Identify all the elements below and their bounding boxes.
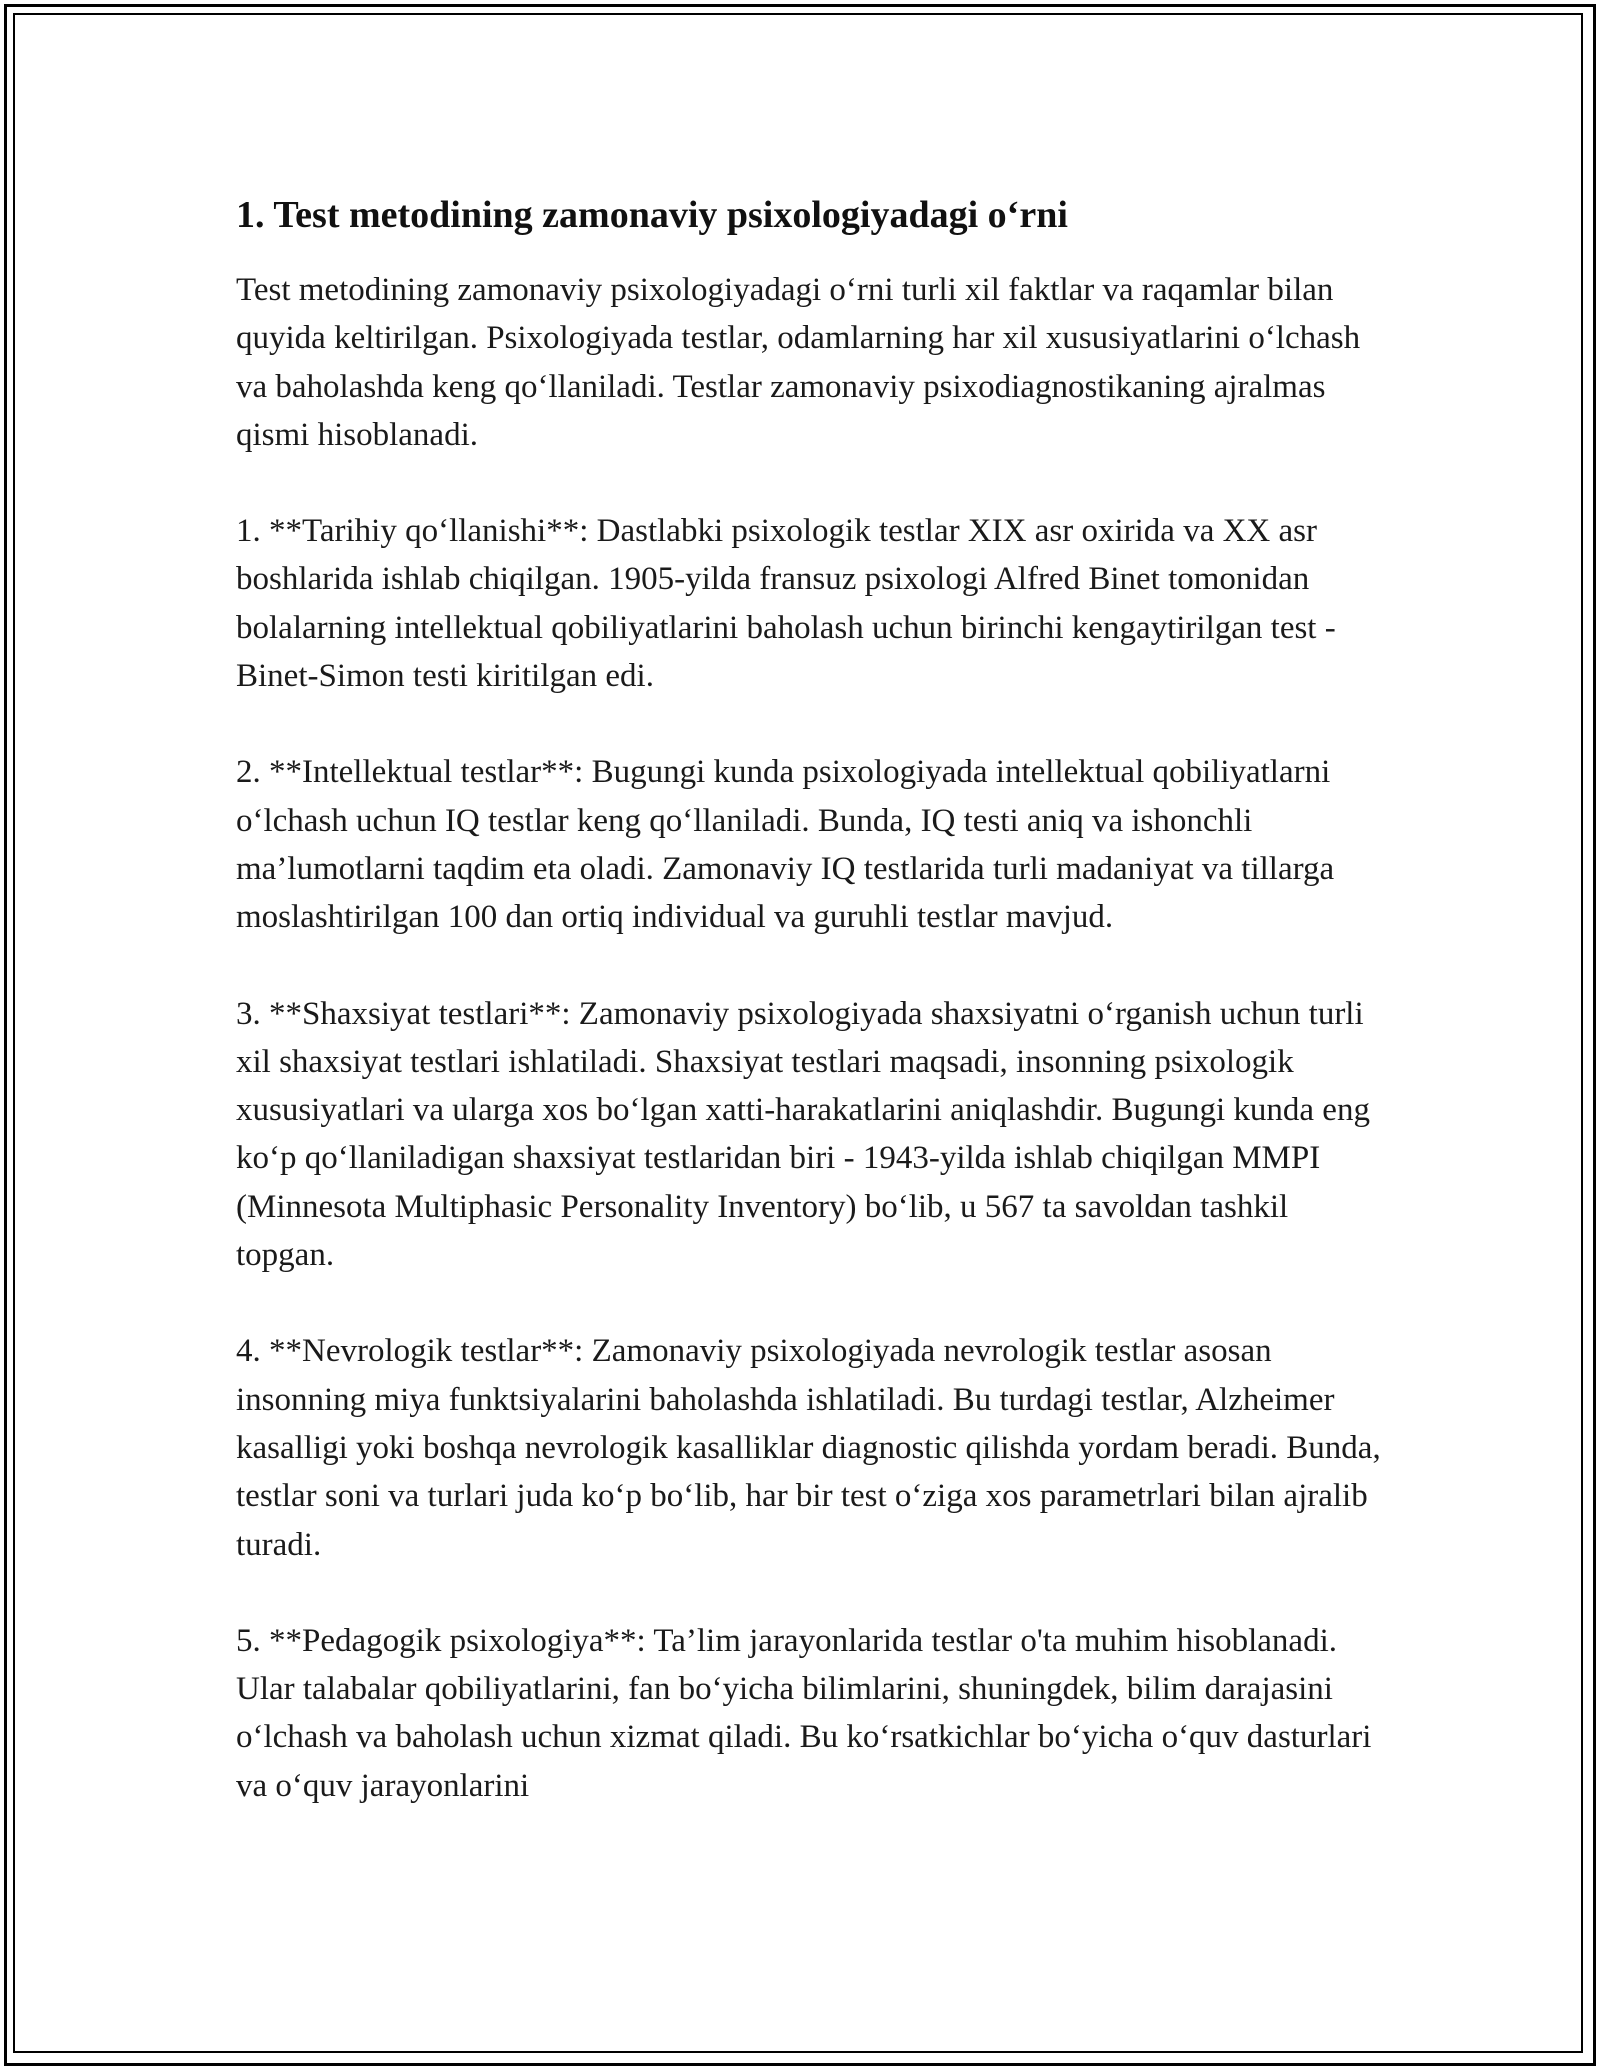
intro-paragraph: Test metodining zamonaviy psixologiyadagi o‘rni turli xil faktlar va raqamlar bilan quyida keltirilgan. Psixologiyada testlar, odamlarning har xil xususiyatlarini o‘lchash va baholashda keng qo‘llaniladi. Testlar zamonaviy psixodiagnostikaning ajralmas qismi hisoblanadi. [236,272,1361,453]
document-body [236,190,1386,1858]
paragraph-pedagogical-psychology: 5. **Pedagogik psixologiya**: Ta’lim jarayonlarida testlar o'ta muhim hisoblanadi. Ular talabalar qobiliyatlarini, fan bo‘yicha bilimlarini, shuningdek, bilim darajasini o‘lchash va baholash uchun xizmat qiladi. Bu ko‘rsatkichlar bo‘yicha o‘quv dasturlari va o‘quv jarayonlarini [236,1622,1372,1804]
paragraph-neurological-tests: 4. **Nevrologik testlar**: Zamonaviy psixologiyada nevrologik testlar asosan insonning miya funktsiyalarini baholashda ishlatiladi. Bu turdagi testlar, Alzheimer kasalligi yoki boshqa nevrologik kasalliklar diagnostic qilishda yordam beradi. Bunda, testlar soni va turlari juda ko‘p bo‘lib, har bir test o‘ziga xos parametrlari bilan ajralib turadi. [236,1333,1381,1563]
paragraph-intellectual-tests: 2. **Intellektual testlar**: Bugungi kunda psixologiyada intellektual qobiliyatlarni o‘lchash uchun IQ testlar keng qo‘llaniladi. Bunda, IQ testi aniq va ishonchli ma’lumotlarni taqdim eta oladi. Zamonaviy IQ testlarida turli madaniyat va tillarga moslashtirilgan 100 dan ortiq individual va guruhli testlar mavjud. [236,754,1335,936]
section-heading: 1. Test metodining zamonaviy psixologiyadagi o‘rni [236,194,1068,236]
paragraph-personality-tests: 3. **Shaxsiyat testlari**: Zamonaviy psixologiyada shaxsiyatni o‘rganish uchun turli xil shaxsiyat testlari ishlatiladi. Shaxsiyat testlari maqsadi, insonning psixologik xususiyatlari va ularga xos bo‘lgan xatti-harakatlarini aniqlashdir. Bugungi kunda eng ko‘p qo‘llaniladigan shaxsiyat testlaridan biri - 1943-yilda ishlab chiqilgan MMPI (Minnesota Multiphasic Personality Inventory) bo‘lib, u 567 ta savoldan tashkil topgan. [236,995,1370,1274]
paragraph-historical-use: 1. **Tarihiy qo‘llanishi**: Dastlabki psixologik testlar XIX asr oxirida va XX asr boshlarida ishlab chiqilgan. 1905-yilda fransuz psixologi Alfred Binet tomonidan bolalarning intellektual qobiliyatlarini baholash uchun birinchi kengaytirilgan test - Binet-Simon testi kiritilgan edi. [236,513,1336,695]
